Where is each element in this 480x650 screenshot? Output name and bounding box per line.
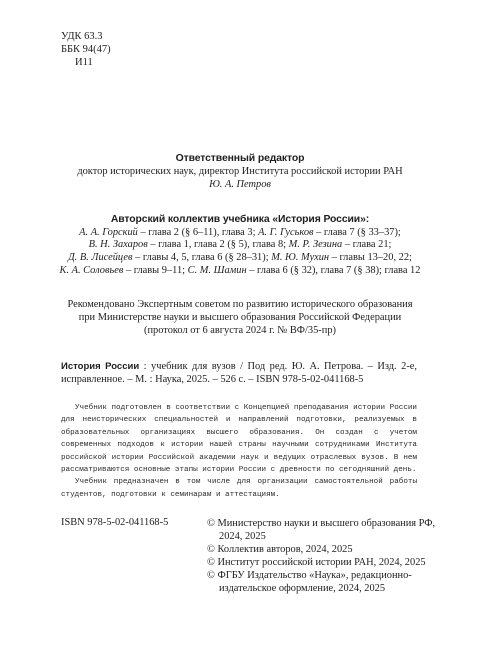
author-name: А. Г. Гуськов — [258, 226, 314, 238]
author-name: К. А. Соловьев — [59, 264, 124, 276]
editor-name: Ю. А. Петров — [209, 179, 271, 190]
author-chapters: – глава 21; — [342, 239, 392, 251]
authors-line — [40, 252, 440, 265]
author-name: М. Р. Зезина — [288, 239, 343, 251]
bibliographic-entry — [61, 360, 417, 386]
author-chapters: – главы 4, 5, глава 6 (§ 28–31); — [132, 252, 272, 264]
bibliographic-details: : учебник для вузов / Под ред. Ю. А. Петрова. – Изд. 2-е, исправленное. – М. : Наука, 2025. – 526 с. – ISBN 978-5-02-041168-5 — [61, 361, 418, 385]
author-name: Д. В. Лисейцев — [68, 252, 133, 264]
author-name: С. М. Шамин — [187, 264, 247, 276]
recommendation-line: (протокол от 6 августа 2024 г. № ВФ/35-пр) — [144, 325, 336, 336]
recommendation-block — [40, 298, 440, 337]
editor-heading: Ответственный редактор — [175, 153, 305, 164]
recommendation-line: при Министерстве науки и высшего образования Российской Федерации — [78, 312, 402, 323]
copyright-block — [207, 517, 445, 595]
book-title: История России — [61, 361, 140, 372]
abstract-paragraph: Учебник предназначен в том числе для организации самостоятельной работы студентов, подготовки к семинарам и аттестациям. — [61, 478, 417, 499]
isbn: ISBN 978-5-02-041168-5 — [61, 517, 169, 528]
udc-code: УДК 63.3 — [61, 31, 103, 42]
author-chapters: – главы 9–11; — [123, 264, 188, 276]
authors-block — [40, 214, 440, 278]
copyright-line: © Министерство науки и высшего образования РФ, 2024, 2025 — [207, 518, 436, 542]
author-chapters: – глава 1, глава 2 (§ 5), глава 8; — [147, 239, 289, 251]
abstract — [61, 402, 417, 501]
authors-line — [40, 227, 440, 240]
editor-block — [40, 152, 440, 191]
bbk-code: ББК 94(47) — [61, 44, 111, 55]
author-name: В. Н. Захаров — [88, 239, 148, 251]
author-chapters: – глава 7 (§ 33–37); — [313, 226, 401, 238]
author-mark: И11 — [75, 57, 93, 68]
author-chapters: – глава 2 (§ 6–11), глава 3; — [137, 226, 259, 238]
copyright-line: © ФГБУ Издательство «Наука», редакционно-издательское оформление, 2024, 2025 — [207, 570, 412, 594]
author-chapters: – глава 6 (§ 32), глава 7 (§ 38); глава 12 — [246, 264, 421, 276]
classification-block — [61, 30, 111, 69]
copyright-line: © Институт российской истории РАН, 2024, 2025 — [207, 557, 426, 568]
editor-title: доктор исторических наук, директор Института российской истории РАН — [77, 166, 403, 177]
abstract-paragraph: Учебник подготовлен в соответствии с Концепцией преподавания истории России для неисторических специальностей и направлений подготовки, реализуемых в образовательных организациях высшего образования. Он создан с учетом современных подходов к истории нашей страны научными сотрудниками Института российской истории Российской академии наук и ведущих отраслевых вузов. В нем рассматриваются основные этапы истории России с древности по сегодняшний день. — [61, 404, 417, 475]
authors-line — [40, 239, 440, 252]
author-name: М. Ю. Мухин — [271, 252, 330, 264]
author-name: А. А. Горский — [79, 226, 138, 238]
recommendation-line: Рекомендовано Экспертным советом по развитию исторического образования — [67, 299, 413, 310]
copyright-line: © Коллектив авторов, 2024, 2025 — [207, 544, 353, 555]
authors-line — [40, 265, 440, 278]
authors-heading: Авторский коллектив учебника «История России»: — [110, 214, 370, 225]
author-chapters: – главы 13–20, 22; — [329, 252, 412, 264]
